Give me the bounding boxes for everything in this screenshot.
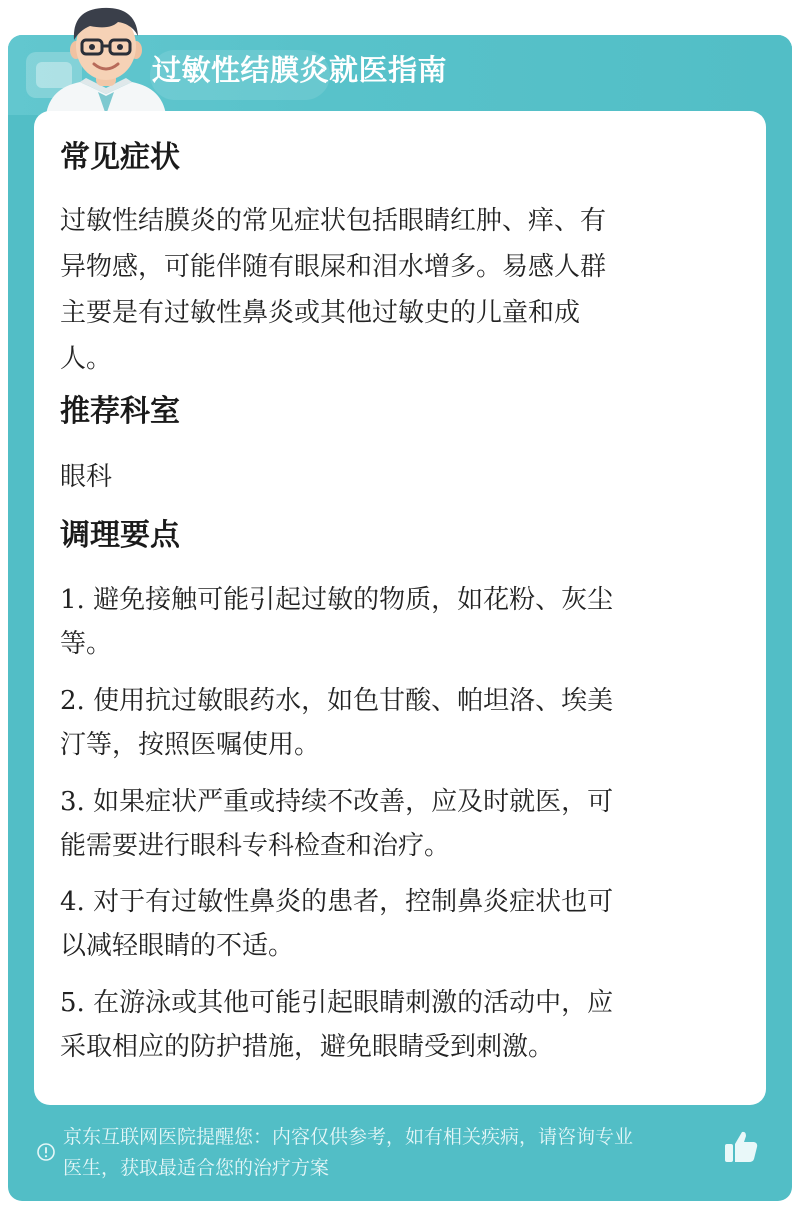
section-heading-care-points: 调理要点 — [60, 518, 180, 553]
info-circle-icon — [36, 1142, 56, 1162]
symptoms-text-line: 过敏性结膜炎的常见症状包括眼睛红肿、痒、有 — [60, 206, 607, 236]
care-item-number: 1. — [60, 585, 85, 615]
care-item-1-cont: 等。 — [60, 629, 113, 659]
symptoms-text-line: 主要是有过敏性鼻炎或其他过敏史的儿童和成 — [60, 298, 581, 328]
care-item-text: 对于有过敏性鼻炎的患者，控制鼻炎症状也可 — [93, 887, 614, 917]
footer-disclaimer-line: 京东互联网医院提醒您：内容仅供参考，如有相关疾病，请咨询专业 — [63, 1126, 634, 1148]
care-item-number: 5. — [60, 988, 85, 1018]
care-item-3 — [60, 785, 613, 819]
care-item-text: 避免接触可能引起过敏的物质，如花粉、灰尘 — [93, 585, 614, 615]
care-item-4 — [60, 885, 613, 919]
care-item-text: 如果症状严重或持续不改善，应及时就医，可 — [93, 787, 614, 817]
care-item-4-cont: 以减轻眼睛的不适。 — [60, 931, 295, 961]
care-item-2-cont: 汀等，按照医嘱使用。 — [60, 730, 321, 760]
department-text: 眼科 — [60, 462, 113, 492]
care-item-5 — [60, 986, 613, 1020]
thumbs-up-icon[interactable] — [722, 1128, 760, 1166]
care-item-3-cont: 能需要进行眼科专科检查和治疗。 — [60, 831, 451, 861]
section-heading-symptoms: 常见症状 — [60, 140, 180, 175]
symptoms-text-line: 人。 — [60, 344, 113, 374]
care-item-number: 4. — [60, 887, 85, 917]
care-item-2 — [60, 684, 613, 718]
care-item-number: 2. — [60, 686, 85, 716]
page-title: 过敏性结膜炎就医指南 — [152, 53, 448, 87]
care-item-number: 3. — [60, 787, 85, 817]
care-item-text: 使用抗过敏眼药水，如色甘酸、帕坦洛、埃美 — [93, 686, 614, 716]
footer-disclaimer-line: 医生，获取最适合您的治疗方案 — [63, 1157, 330, 1179]
section-heading-department: 推荐科室 — [60, 394, 180, 429]
care-item-text: 在游泳或其他可能引起眼睛刺激的活动中，应 — [93, 988, 614, 1018]
care-item-5-cont: 采取相应的防护措施，避免眼睛受到刺激。 — [60, 1032, 555, 1062]
symptoms-text-line: 异物感，可能伴随有眼屎和泪水增多。易感人群 — [60, 252, 607, 282]
care-item-1 — [60, 583, 613, 617]
